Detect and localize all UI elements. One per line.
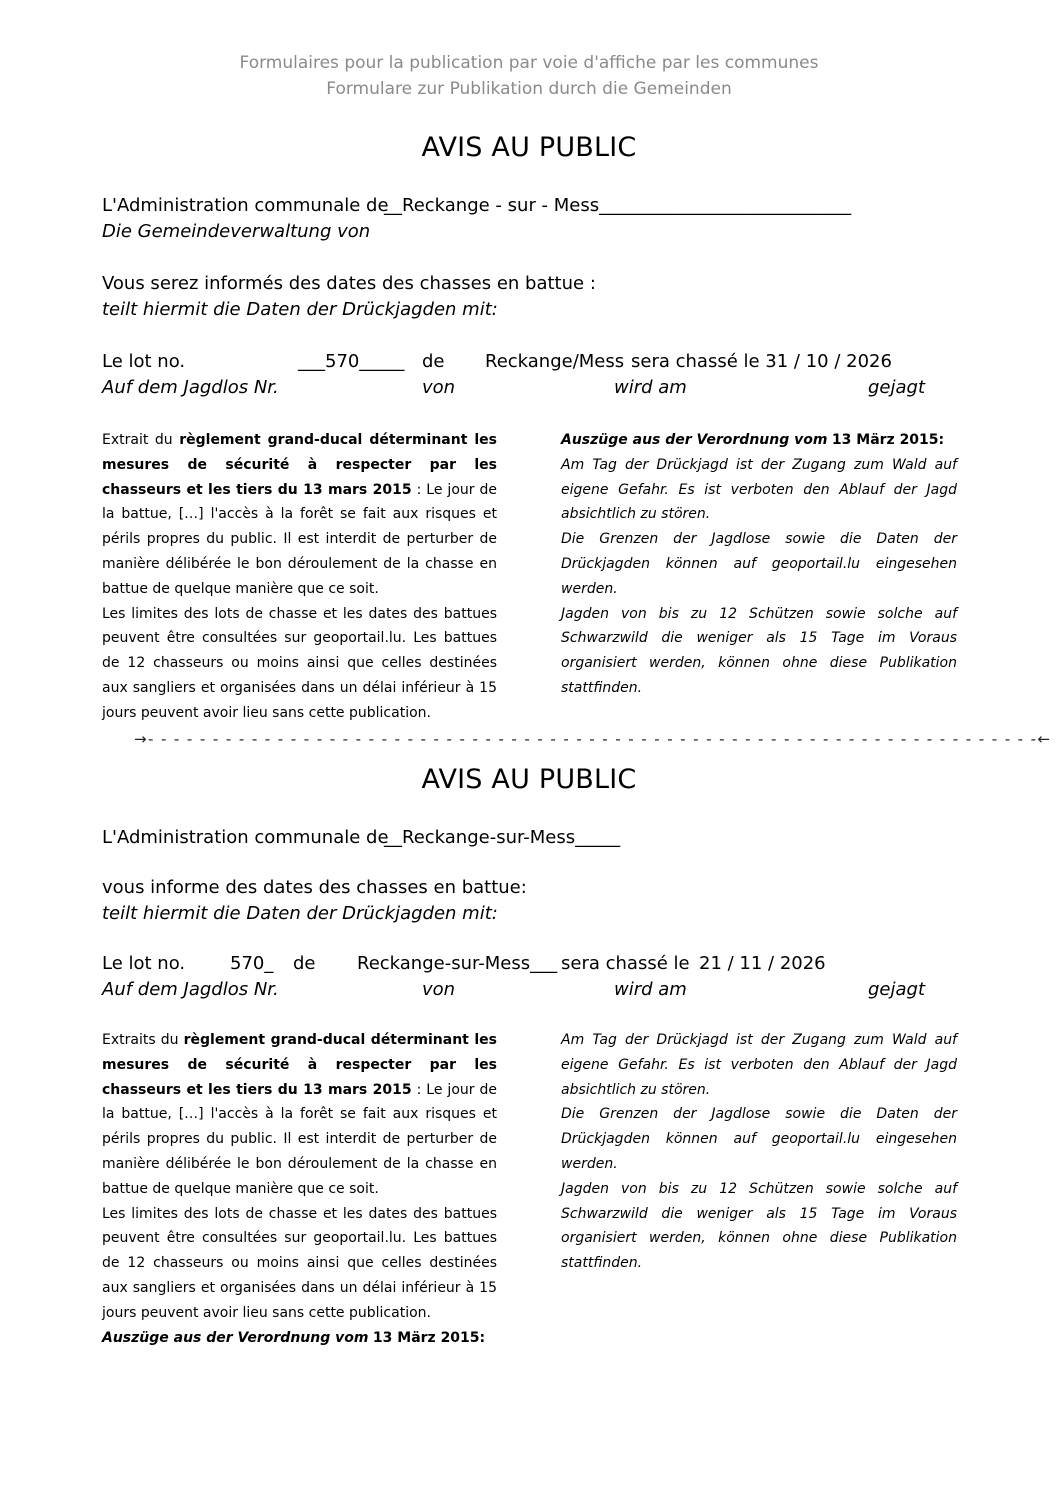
notice2-de-heading-date: 13 März 2015: [372, 1329, 486, 1346]
notice2-place-value: Reckange-sur-Mess___ [357, 953, 558, 974]
notice2-admin-value: __Reckange-sur-Mess_____ [384, 827, 621, 848]
notice1-title: AVIS AU PUBLIC [421, 132, 637, 163]
notice2-admin-label: L'Administration communale de [102, 827, 389, 848]
notice2-hunted-label: sera chassé le [561, 953, 690, 974]
header-line-fr: Formulaires pour la publication par voie d'affiche par les communes [239, 53, 819, 73]
notice1-fr-text2: Les limites des lots de chasse et les dates des battues peuvent être consultées sur geoportail.lu. Les battues de 12 chasseurs ou moins ainsi que celles destinées aux sangliers et organisées dans un délai inférieur à 15 jours peuvent avoir lieu sans cette publication. [102, 605, 497, 721]
notice2-fr-text: : Le jour de la battue, […] l'accès à la forêt se fait aux risques et périls propres du public. Il est interdit de perturber de manière délibérée le bon déroulement de la chasse en battue de quelque manière que ce soit. [102, 1081, 497, 1197]
notice1-fr-text: : Le jour de la battue, […] l'accès à la forêt se fait aux risques et périls propres du public. Il est interdit de perturber de manière délibérée le bon déroulement de la chasse en battue de quelque manière que ce soit. [102, 481, 497, 597]
notice2-von-label: von [422, 979, 456, 1000]
notice1-de-label: de [422, 351, 445, 372]
notice2-lot-label-de: Auf dem Jagdlos Nr. [102, 979, 279, 1000]
notice1-de-text2: Die Grenzen der Jagdlose sowie die Daten der Drückjagden können auf geoportail.lu eingesehen werden. [561, 531, 957, 597]
notice1-gejagt-label: gejagt [868, 377, 926, 398]
notice1-de-heading: Auszüge aus der Verordnung vom [561, 432, 828, 448]
notice1-lot-value: ___570_____ [298, 351, 405, 372]
notice1-hunted-date: sera chassé le 31 / 10 / 2026 [631, 351, 892, 372]
notice1-de-heading-date: 13 März 2015: [831, 432, 945, 448]
notice2-de-text3: Jagden von bis zu 12 Schützen sowie solche auf Schwarzwild die weniger als 15 Tage im Voraus organisiert werden, können ohne diese Publikation stattfinden. [561, 1180, 957, 1272]
notice2-fr-intro: Extraits du [102, 1032, 179, 1048]
notice1-fr-intro: Extrait du [102, 432, 173, 448]
notice1-lot-label-de: Auf dem Jagdlos Nr. [102, 377, 279, 398]
notice2-fr-text2: Les limites des lots de chasse et les dates des battues peuvent être consultées sur geoportail.lu. Les battues de 12 chasseurs ou moins ainsi que celles destinées aux sangliers et organisées dans un délai inférieur à 15 jours peuvent avoir lieu sans cette publication. [102, 1205, 497, 1321]
notice2-de-label: de [293, 953, 316, 974]
notice2-date-value: 21 / 11 / 2026 [699, 953, 826, 974]
notice1-fr-extract [102, 428, 497, 726]
notice2-lot-label: Le lot no. [102, 953, 186, 974]
notice1-lot-label: Le lot no. [102, 351, 186, 372]
notice2-de-extract [561, 1028, 957, 1276]
header-line-de: Formulare zur Publikation durch die Gemeinden [326, 79, 732, 99]
notice2-de-text1: Am Tag der Drückjagd ist der Zugang zum Wald auf eigene Gefahr. Es ist verboten den Ablauf der Jagd absichtlich zu stören. [561, 1032, 957, 1098]
cut-separator: →- - - - - - - - - - - - - - - - - - - - - - - - - - - - - - - - - - - - - - - - - - - - - - - - - - - - - - - - - - - - - - - - - - - - -← [134, 730, 1052, 748]
notice2-gejagt-label: gejagt [868, 979, 926, 1000]
notice2-de-heading: Auszüge aus der Verordnung vom [102, 1329, 369, 1346]
notice2-wird-am-label: wird am [614, 979, 687, 1000]
notice1-inform-fr: Vous serez informés des dates des chasses en battue : [102, 273, 596, 294]
notice2-fr-regulation: règlement grand-ducal déterminant les mesures de sécurité à respecter par les chasseurs et les tiers du 13 mars 2015 [102, 1032, 498, 1098]
notice1-fr-regulation: règlement grand-ducal déterminant les mesures de sécurité à respecter par les chasseurs et les tiers du 13 mars 2015 [102, 432, 498, 498]
notice2-inform-de: teilt hiermit die Daten der Drückjagden mit: [102, 903, 498, 924]
notice2-title: AVIS AU PUBLIC [421, 764, 637, 795]
notice2-lot-value: 570_ [230, 953, 274, 974]
notice1-de-text1: Am Tag der Drückjagd ist der Zugang zum Wald auf eigene Gefahr. Es ist verboten den Ablauf der Jagd absichtlich zu stören. [561, 456, 957, 523]
notice1-de-extract [561, 428, 957, 701]
notice1-admin-label-de: Die Gemeindeverwaltung von [102, 221, 371, 242]
notice2-fr-extract [102, 1028, 497, 1350]
notice1-von-label: von [422, 377, 456, 398]
notice2-inform-fr: vous informe des dates des chasses en battue: [102, 877, 527, 898]
notice1-admin-value: __Reckange - sur - Mess____________________________ [384, 195, 852, 216]
notice1-admin-label: L'Administration communale de [102, 195, 389, 216]
notice2-de-text2: Die Grenzen der Jagdlose sowie die Daten der Drückjagden können auf geoportail.lu eingesehen werden. [561, 1106, 957, 1172]
notice1-de-text3: Jagden von bis zu 12 Schützen sowie solche auf Schwarzwild die weniger als 15 Tage im Voraus organisiert werden, können ohne diese Publikation stattfinden. [561, 605, 957, 696]
notice1-wird-am-label: wird am [614, 377, 687, 398]
notice1-place-value: Reckange/Mess [485, 351, 625, 372]
notice1-inform-de: teilt hiermit die Daten der Drückjagden mit: [102, 299, 498, 320]
